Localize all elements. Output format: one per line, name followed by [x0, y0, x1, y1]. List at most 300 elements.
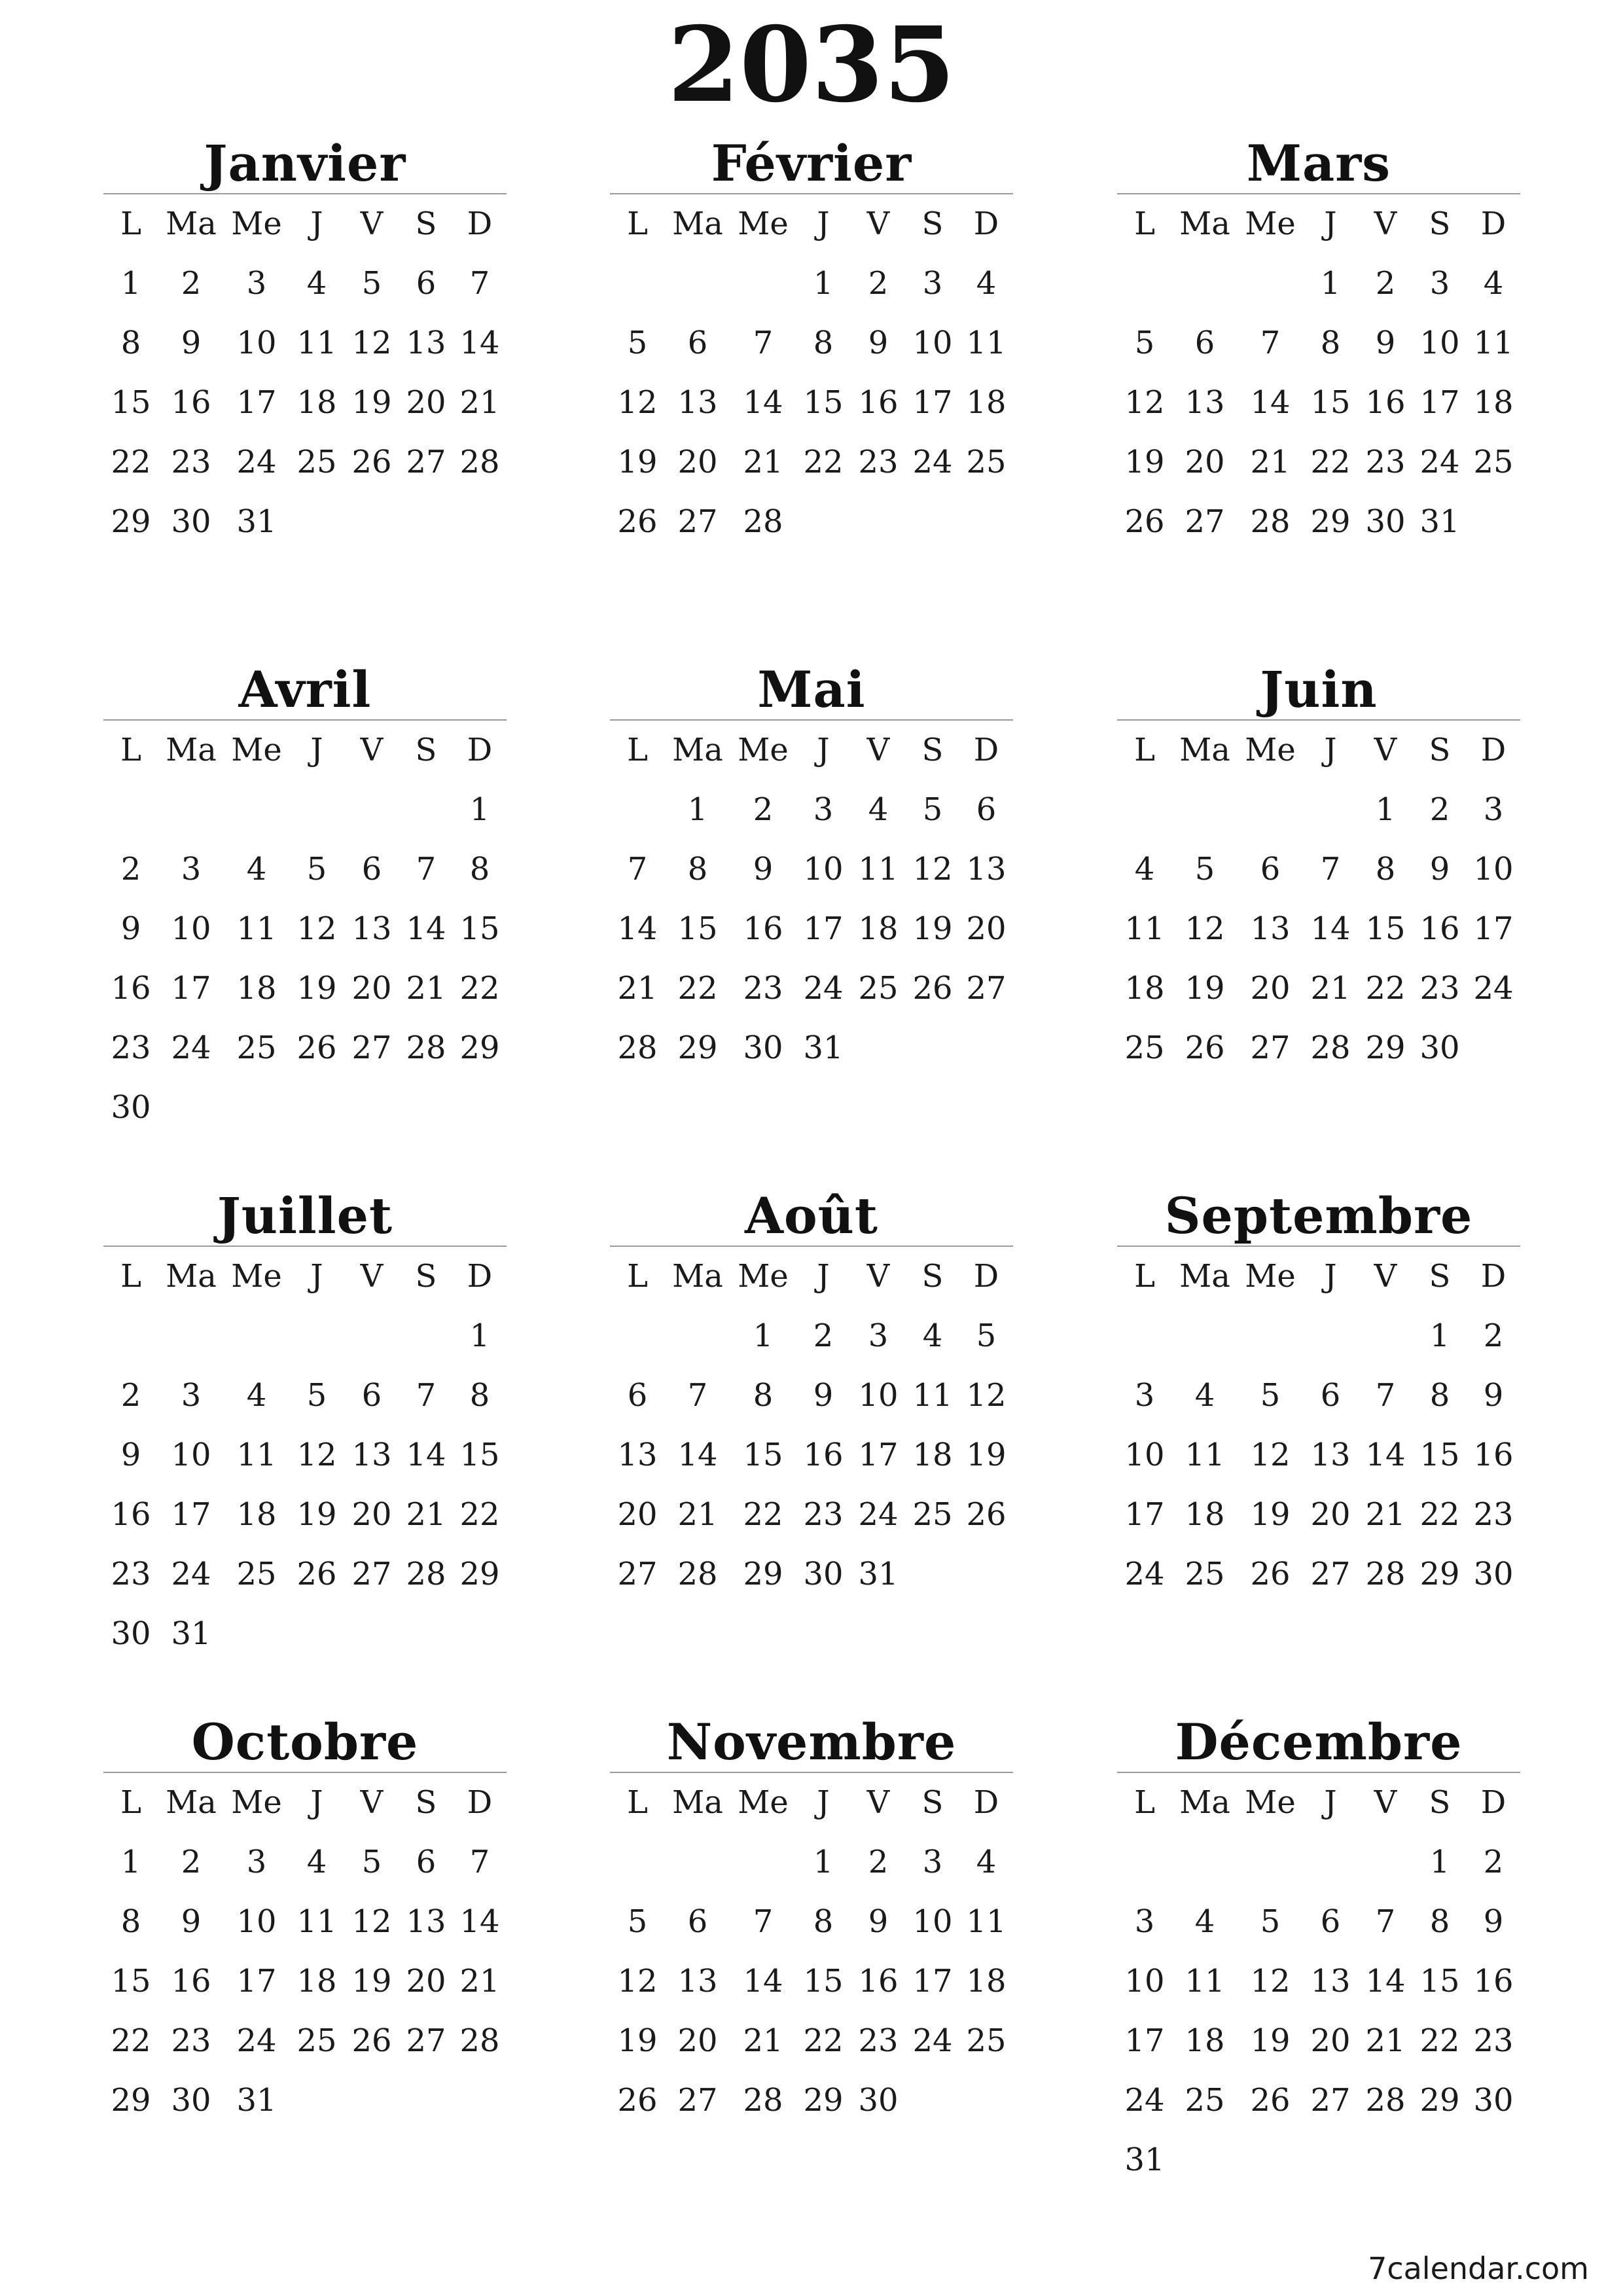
day-cell: 24 — [1473, 970, 1514, 1007]
day-cell: 24 — [912, 444, 953, 480]
weekday-header: Ma — [166, 732, 217, 768]
day-cell: 8 — [469, 851, 490, 888]
day-cell: 30 — [1365, 503, 1406, 540]
empty-day-cell — [1303, 1306, 1358, 1366]
day-cell: 2 — [120, 851, 141, 888]
day-cell: 21 — [406, 1496, 446, 1533]
empty-day-cell — [610, 254, 665, 314]
day-cell: 3 — [922, 1844, 943, 1880]
day-cell: 31 — [236, 2082, 277, 2119]
weekday-header: S — [921, 732, 944, 768]
month-name: Mars — [1246, 134, 1391, 192]
day-cell: 2 — [1483, 1844, 1504, 1880]
day-cell: 7 — [753, 1903, 774, 1940]
month-block — [1117, 134, 1520, 552]
day-cell: 19 — [351, 384, 392, 421]
weekday-header: J — [310, 1784, 323, 1821]
weekday-header: J — [817, 206, 830, 242]
day-cell: 6 — [1260, 851, 1281, 888]
day-cell: 26 — [351, 2022, 392, 2059]
day-cell: 6 — [416, 1844, 437, 1880]
day-cell: 19 — [912, 910, 953, 947]
month-name: Avril — [238, 660, 372, 719]
day-cell: 2 — [181, 265, 202, 302]
day-cell: 7 — [1375, 1903, 1396, 1940]
day-cell: 24 — [171, 1030, 211, 1066]
empty-day-cell — [1172, 780, 1238, 840]
day-cell: 17 — [171, 970, 211, 1007]
day-cell: 5 — [1260, 1377, 1281, 1414]
month-name: Février — [711, 134, 912, 192]
empty-day-cell — [224, 780, 289, 840]
weekday-header: L — [1134, 1784, 1155, 1821]
day-cell: 7 — [469, 1844, 490, 1880]
empty-day-cell — [665, 1833, 730, 1892]
day-cell: 11 — [1185, 1437, 1225, 1473]
weekday-header: Ma — [1179, 206, 1230, 242]
day-cell: 23 — [111, 1030, 151, 1066]
day-cell: 28 — [1310, 1030, 1351, 1066]
day-cell: 21 — [459, 1963, 500, 2000]
day-cell: 18 — [858, 910, 899, 947]
day-cell: 13 — [1310, 1963, 1351, 2000]
day-grid — [610, 1247, 1013, 1604]
day-cell: 15 — [459, 910, 500, 947]
month-name: Juin — [1260, 660, 1378, 719]
day-cell: 26 — [912, 970, 953, 1007]
weekday-header: S — [415, 1784, 437, 1821]
day-cell: 12 — [1250, 1437, 1291, 1473]
day-cell: 15 — [1365, 910, 1406, 947]
day-cell: 7 — [416, 851, 437, 888]
weekday-header: V — [1374, 732, 1397, 768]
day-cell: 28 — [406, 1556, 446, 1592]
day-cell: 1 — [1429, 1318, 1450, 1354]
day-cell: 22 — [459, 1496, 500, 1533]
day-cell: 17 — [858, 1437, 899, 1473]
month-name: Décembre — [1175, 1713, 1463, 1771]
day-cell: 27 — [1185, 503, 1225, 540]
weekday-header: S — [921, 1258, 944, 1295]
day-cell: 7 — [1320, 851, 1341, 888]
day-cell: 2 — [120, 1377, 141, 1414]
day-cell: 10 — [858, 1377, 899, 1414]
day-cell: 13 — [677, 1963, 718, 2000]
empty-day-cell — [1238, 780, 1303, 840]
day-cell: 19 — [966, 1437, 1007, 1473]
day-cell: 5 — [361, 1844, 382, 1880]
day-cell: 14 — [406, 1437, 446, 1473]
day-cell: 20 — [1250, 970, 1291, 1007]
day-cell: 11 — [296, 1903, 337, 1940]
day-cell: 16 — [1419, 910, 1460, 947]
footer-credit: 7calendar.com — [1368, 2251, 1589, 2286]
day-cell: 10 — [236, 325, 277, 361]
day-cell: 21 — [743, 2022, 783, 2059]
day-cell: 25 — [296, 444, 337, 480]
day-cell: 27 — [351, 1556, 392, 1592]
day-cell: 16 — [171, 1963, 211, 2000]
day-grid — [103, 194, 507, 552]
day-cell: 7 — [627, 851, 648, 888]
day-cell: 3 — [246, 265, 267, 302]
day-cell: 28 — [459, 444, 500, 480]
weekday-header: S — [415, 206, 437, 242]
day-cell: 23 — [1419, 970, 1460, 1007]
day-cell: 5 — [1260, 1903, 1281, 1940]
day-cell: 11 — [296, 325, 337, 361]
weekday-header: D — [973, 1784, 999, 1821]
empty-day-cell — [610, 1306, 665, 1366]
day-grid — [1117, 194, 1520, 552]
empty-day-cell — [665, 1306, 730, 1366]
day-cell: 29 — [1310, 503, 1351, 540]
day-cell: 15 — [1419, 1963, 1460, 2000]
day-cell: 13 — [406, 325, 446, 361]
day-cell: 12 — [296, 1437, 337, 1473]
weekday-header: Me — [1245, 732, 1296, 768]
empty-day-cell — [1117, 780, 1172, 840]
day-cell: 5 — [627, 325, 648, 361]
weekday-header: J — [817, 1784, 830, 1821]
weekday-header: L — [1134, 732, 1155, 768]
weekday-header: V — [360, 1784, 383, 1821]
day-cell: 1 — [469, 791, 490, 828]
day-cell: 12 — [1185, 910, 1225, 947]
day-cell: 9 — [181, 1903, 202, 1940]
day-cell: 14 — [1365, 1963, 1406, 2000]
day-cell: 29 — [459, 1556, 500, 1592]
day-cell: 10 — [1473, 851, 1514, 888]
day-cell: 22 — [459, 970, 500, 1007]
day-cell: 15 — [677, 910, 718, 947]
weekday-header: V — [866, 206, 890, 242]
day-cell: 23 — [1473, 1496, 1514, 1533]
day-cell: 8 — [813, 1903, 834, 1940]
weekday-header: J — [1324, 1258, 1337, 1295]
weekday-header: Ma — [166, 206, 217, 242]
day-cell: 21 — [677, 1496, 718, 1533]
day-cell: 10 — [803, 851, 844, 888]
day-cell: 3 — [246, 1844, 267, 1880]
month-block — [103, 134, 507, 552]
day-cell: 13 — [677, 384, 718, 421]
empty-day-cell — [1303, 780, 1358, 840]
day-cell: 6 — [1194, 325, 1215, 361]
empty-day-cell — [1172, 254, 1238, 314]
weekday-header: J — [310, 732, 323, 768]
weekday-header: D — [467, 732, 493, 768]
day-cell: 27 — [1310, 1556, 1351, 1592]
day-cell: 26 — [296, 1030, 337, 1066]
day-cell: 6 — [1320, 1377, 1341, 1414]
empty-day-cell — [1172, 1306, 1238, 1366]
day-cell: 30 — [111, 1615, 151, 1652]
day-cell: 8 — [469, 1377, 490, 1414]
day-cell: 27 — [677, 503, 718, 540]
day-cell: 5 — [1134, 325, 1155, 361]
weekday-header: V — [1374, 206, 1397, 242]
day-grid — [103, 1247, 507, 1664]
day-cell: 16 — [803, 1437, 844, 1473]
day-cell: 20 — [677, 2022, 718, 2059]
day-cell: 19 — [617, 2022, 658, 2059]
day-cell: 5 — [1194, 851, 1215, 888]
day-cell: 18 — [1185, 2022, 1225, 2059]
weekday-header: L — [120, 1258, 141, 1295]
day-cell: 23 — [1473, 2022, 1514, 2059]
day-cell: 7 — [1375, 1377, 1396, 1414]
empty-day-cell — [1358, 1306, 1413, 1366]
weekday-header: S — [415, 732, 437, 768]
day-cell: 4 — [868, 791, 889, 828]
weekday-header: J — [817, 1258, 830, 1295]
day-cell: 3 — [1429, 265, 1450, 302]
day-cell: 18 — [296, 1963, 337, 2000]
weekday-header: Me — [1245, 1784, 1296, 1821]
empty-day-cell — [1117, 254, 1172, 314]
day-cell: 21 — [1365, 1496, 1406, 1533]
day-cell: 5 — [361, 265, 382, 302]
day-cell: 4 — [976, 1844, 997, 1880]
day-cell: 30 — [1473, 1556, 1514, 1592]
month-name: Novembre — [666, 1713, 957, 1771]
day-cell: 1 — [1320, 265, 1341, 302]
day-cell: 9 — [868, 1903, 889, 1940]
day-cell: 14 — [1310, 910, 1351, 947]
month-block — [610, 660, 1013, 1078]
weekday-header: Me — [231, 1784, 282, 1821]
day-cell: 4 — [976, 265, 997, 302]
empty-day-cell — [1117, 1306, 1172, 1366]
day-cell: 1 — [1375, 791, 1396, 828]
day-cell: 22 — [111, 2022, 151, 2059]
weekday-header: L — [120, 732, 141, 768]
empty-day-cell — [289, 1306, 344, 1366]
day-cell: 9 — [813, 1377, 834, 1414]
day-cell: 29 — [1419, 2082, 1460, 2119]
day-grid — [103, 721, 507, 1138]
weekday-header: V — [866, 732, 890, 768]
day-cell: 1 — [469, 1318, 490, 1354]
day-cell: 22 — [1419, 1496, 1460, 1533]
month-block — [103, 660, 507, 1138]
day-cell: 8 — [813, 325, 834, 361]
weekday-header: L — [1134, 206, 1155, 242]
day-grid — [103, 1773, 507, 2130]
day-cell: 9 — [120, 910, 141, 947]
weekday-header: V — [1374, 1258, 1397, 1295]
day-cell: 26 — [1124, 503, 1165, 540]
day-cell: 28 — [1365, 1556, 1406, 1592]
weekday-header: Ma — [1179, 1258, 1230, 1295]
weekday-header: Me — [231, 206, 282, 242]
day-cell: 23 — [171, 444, 211, 480]
day-cell: 2 — [868, 265, 889, 302]
day-cell: 13 — [1310, 1437, 1351, 1473]
weekday-header: S — [921, 206, 944, 242]
day-cell: 2 — [753, 791, 774, 828]
day-cell: 31 — [171, 1615, 211, 1652]
day-cell: 13 — [617, 1437, 658, 1473]
month-block — [610, 1187, 1013, 1604]
day-cell: 9 — [120, 1437, 141, 1473]
day-grid — [610, 1773, 1013, 2130]
day-cell: 3 — [868, 1318, 889, 1354]
day-cell: 19 — [617, 444, 658, 480]
day-cell: 29 — [743, 1556, 783, 1592]
day-cell: 5 — [976, 1318, 997, 1354]
day-cell: 12 — [351, 1903, 392, 1940]
day-cell: 24 — [1419, 444, 1460, 480]
day-cell: 30 — [1473, 2082, 1514, 2119]
day-cell: 11 — [236, 910, 277, 947]
day-cell: 14 — [459, 1903, 500, 1940]
weekday-header: D — [1480, 1784, 1507, 1821]
weekday-header: Me — [231, 732, 282, 768]
day-cell: 20 — [966, 910, 1007, 947]
empty-day-cell — [1238, 1833, 1303, 1892]
day-cell: 17 — [1473, 910, 1514, 947]
day-cell: 15 — [1419, 1437, 1460, 1473]
weekday-header: J — [1324, 732, 1337, 768]
weekday-header: S — [1429, 1784, 1451, 1821]
day-cell: 20 — [406, 384, 446, 421]
month-block — [103, 1713, 507, 2130]
weekday-header: L — [627, 732, 648, 768]
empty-day-cell — [344, 780, 399, 840]
weekday-header: V — [866, 1258, 890, 1295]
day-cell: 25 — [296, 2022, 337, 2059]
day-cell: 1 — [687, 791, 708, 828]
day-grid — [1117, 1773, 1520, 2190]
day-grid — [610, 721, 1013, 1078]
weekday-header: J — [1324, 206, 1337, 242]
day-cell: 6 — [627, 1377, 648, 1414]
day-cell: 4 — [1194, 1377, 1215, 1414]
day-grid — [1117, 721, 1520, 1078]
weekday-header: S — [415, 1258, 437, 1295]
day-cell: 1 — [813, 265, 834, 302]
month-name: Octobre — [191, 1713, 419, 1771]
day-cell: 18 — [296, 384, 337, 421]
day-cell: 16 — [111, 970, 151, 1007]
empty-day-cell — [158, 780, 224, 840]
day-cell: 7 — [1260, 325, 1281, 361]
empty-day-cell — [1358, 1833, 1413, 1892]
empty-day-cell — [610, 1833, 665, 1892]
weekday-header: D — [467, 1784, 493, 1821]
weekday-header: Me — [738, 732, 789, 768]
day-cell: 25 — [858, 970, 899, 1007]
weekday-header: D — [467, 1258, 493, 1295]
day-cell: 27 — [1310, 2082, 1351, 2119]
day-cell: 21 — [1365, 2022, 1406, 2059]
day-cell: 11 — [236, 1437, 277, 1473]
day-cell: 11 — [966, 1903, 1007, 1940]
day-cell: 17 — [912, 1963, 953, 2000]
day-cell: 28 — [1365, 2082, 1406, 2119]
weekday-header: D — [1480, 732, 1507, 768]
day-cell: 23 — [858, 444, 899, 480]
day-cell: 12 — [912, 851, 953, 888]
day-cell: 10 — [171, 1437, 211, 1473]
day-cell: 10 — [912, 325, 953, 361]
day-cell: 9 — [1429, 851, 1450, 888]
day-cell: 18 — [1124, 970, 1165, 1007]
day-cell: 20 — [1310, 2022, 1351, 2059]
day-cell: 16 — [171, 384, 211, 421]
day-cell: 11 — [912, 1377, 953, 1414]
day-cell: 27 — [406, 444, 446, 480]
day-cell: 24 — [171, 1556, 211, 1592]
day-cell: 22 — [803, 2022, 844, 2059]
month-block — [1117, 1187, 1520, 1604]
day-cell: 16 — [1365, 384, 1406, 421]
day-cell: 6 — [687, 1903, 708, 1940]
day-cell: 6 — [1320, 1903, 1341, 1940]
day-cell: 11 — [1473, 325, 1514, 361]
day-cell: 30 — [858, 2082, 899, 2119]
day-cell: 15 — [1310, 384, 1351, 421]
day-cell: 19 — [296, 1496, 337, 1533]
day-cell: 13 — [1185, 384, 1225, 421]
day-cell: 26 — [296, 1556, 337, 1592]
day-cell: 27 — [1250, 1030, 1291, 1066]
empty-day-cell — [1117, 1833, 1172, 1892]
month-name: Août — [744, 1187, 879, 1245]
day-cell: 15 — [111, 1963, 151, 2000]
day-cell: 29 — [677, 1030, 718, 1066]
day-cell: 18 — [912, 1437, 953, 1473]
day-cell: 26 — [617, 2082, 658, 2119]
day-cell: 2 — [813, 1318, 834, 1354]
weekday-header: Me — [738, 1258, 789, 1295]
day-cell: 18 — [966, 1963, 1007, 2000]
day-cell: 14 — [677, 1437, 718, 1473]
day-cell: 10 — [171, 910, 211, 947]
day-cell: 30 — [1419, 1030, 1460, 1066]
day-cell: 16 — [1473, 1963, 1514, 2000]
day-cell: 24 — [912, 2022, 953, 2059]
day-cell: 31 — [236, 503, 277, 540]
day-cell: 6 — [416, 265, 437, 302]
month-name: Mai — [757, 660, 866, 719]
day-cell: 11 — [966, 325, 1007, 361]
day-cell: 14 — [743, 384, 783, 421]
day-cell: 25 — [966, 444, 1007, 480]
day-cell: 7 — [687, 1377, 708, 1414]
day-cell: 25 — [966, 2022, 1007, 2059]
day-cell: 4 — [246, 851, 267, 888]
day-cell: 1 — [120, 1844, 141, 1880]
day-cell: 8 — [753, 1377, 774, 1414]
day-cell: 11 — [858, 851, 899, 888]
day-cell: 19 — [351, 1963, 392, 2000]
day-grid — [610, 194, 1013, 552]
month-block — [610, 1713, 1013, 2130]
day-cell: 4 — [306, 265, 327, 302]
weekday-header: V — [866, 1784, 890, 1821]
day-cell: 8 — [120, 1903, 141, 1940]
weekday-header: Ma — [166, 1258, 217, 1295]
empty-day-cell — [399, 1306, 453, 1366]
weekday-header: Me — [231, 1258, 282, 1295]
day-cell: 1 — [813, 1844, 834, 1880]
day-cell: 1 — [753, 1318, 774, 1354]
day-cell: 18 — [236, 970, 277, 1007]
month-name: Janvier — [204, 134, 406, 192]
